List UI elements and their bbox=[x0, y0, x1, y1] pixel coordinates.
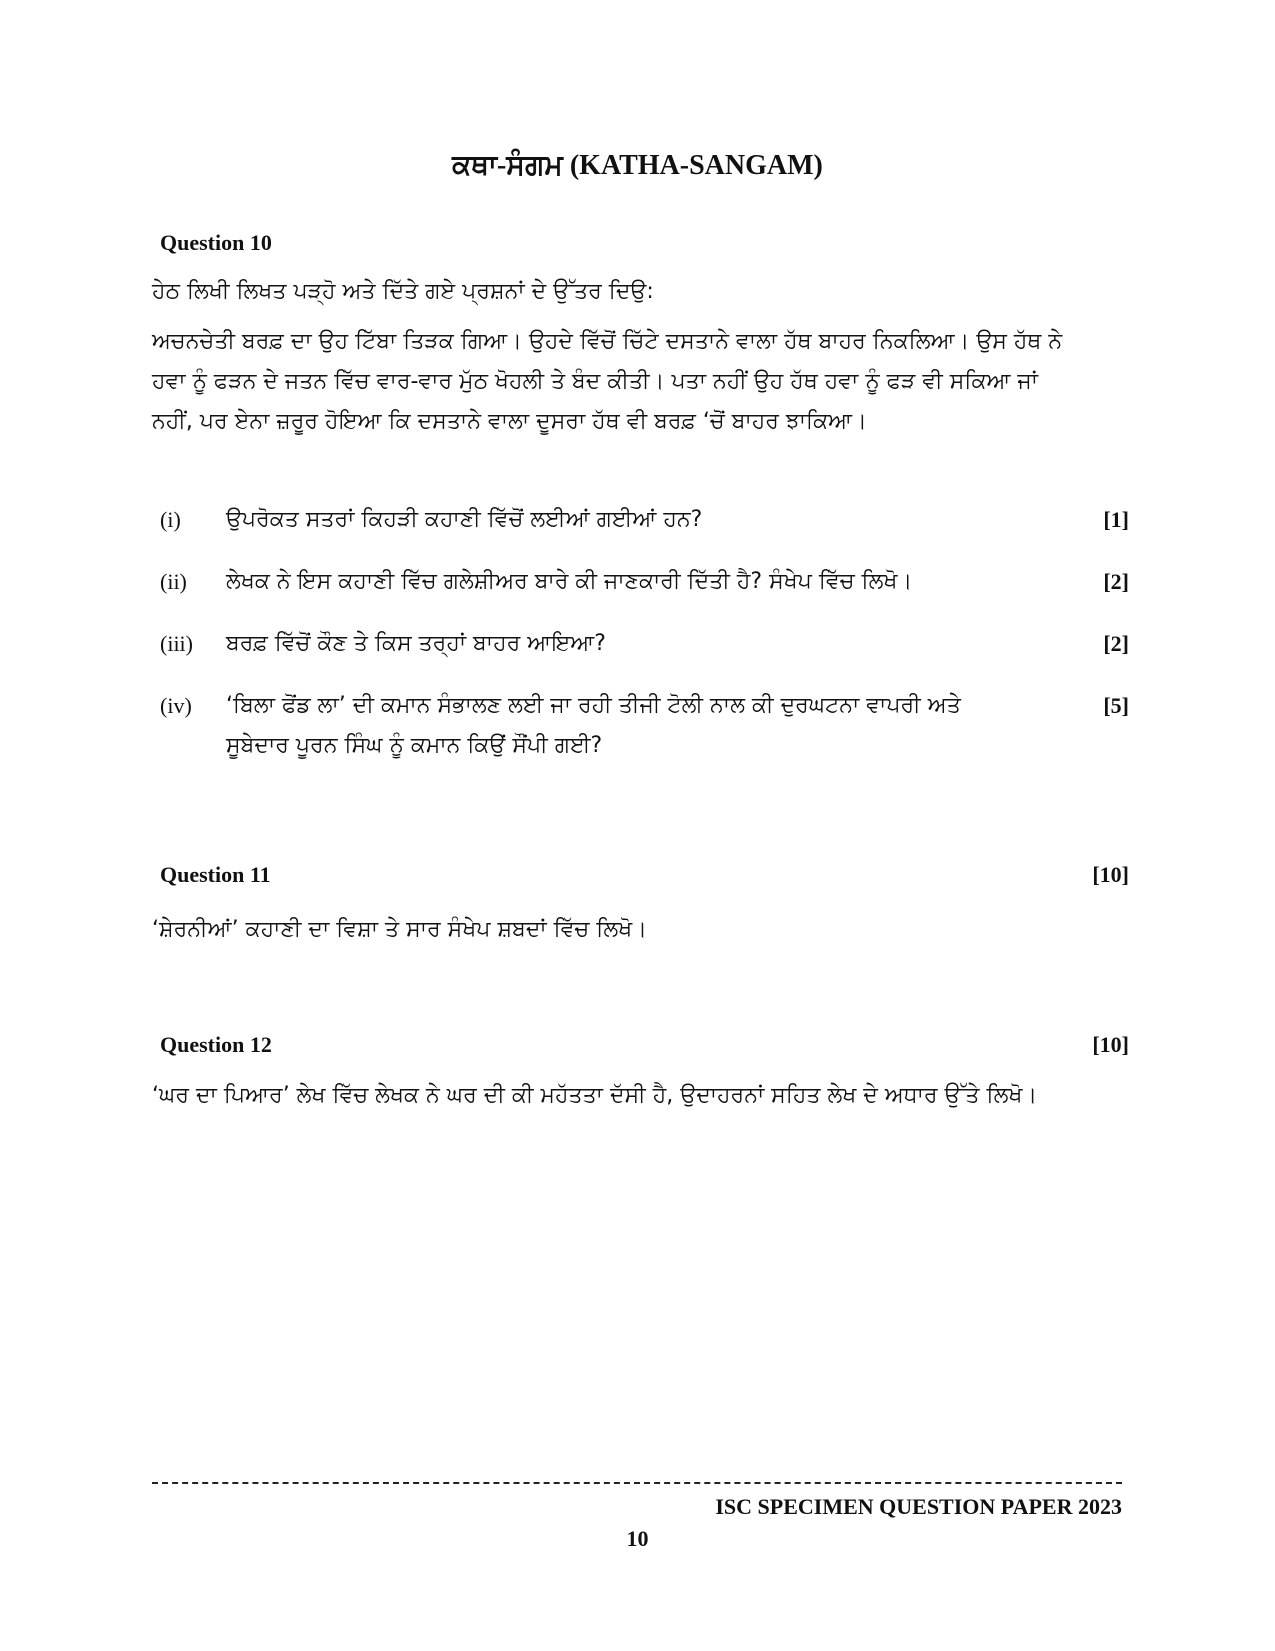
question-11-marks: [10] bbox=[1092, 862, 1129, 887]
sub-marks: [2] bbox=[1103, 569, 1129, 594]
question-12-text: ‘ਘਰ ਦਾ ਪਿਆਰ’ ਲੇਖ ਵਿੱਚ ਲੇਖਕ ਨੇ ਘਰ ਦੀ ਕੀ ਮਹੱਤਤਾ ਦੱਸੀ ਹੈ, ਉਦਾਹਰਨਾਂ ਸਹਿਤ ਲੇਖ ਦੇ ਅਧਾਰ ਉੱਤੇ ਲਿਖੋ। bbox=[152, 1083, 1038, 1108]
sub-text: ਉਪਰੋਕਤ ਸਤਰਾਂ ਕਿਹੜੀ ਕਹਾਣੀ ਵਿੱਚੋਂ ਲਈਆਂ ਗਈਆਂ ਹਨ? bbox=[226, 507, 703, 532]
sub-number: (iii) bbox=[160, 631, 193, 656]
question-11-heading bbox=[160, 862, 1129, 888]
question-12-heading bbox=[160, 1032, 1129, 1058]
sub-number: (ii) bbox=[160, 569, 187, 594]
sub-text: ‘ਬਿਲਾ ਫੋਂਡ ਲਾ’ ਦੀ ਕਮਾਨ ਸੰਭਾਲਣ ਲਈ ਜਾ ਰਹੀ ਤੀਜੀ ਟੋਲੀ ਨਾਲ ਕੀ ਦੁਰਘਟਨਾ ਵਾਪਰੀ ਅਤੇ ਸੂਬੇਦਾਰ ਪੂਰਨ ਸਿੰਘ ਨੂੰ ਕਮਾਨ ਕਿਉਂ ਸੌਂਪੀ ਗਈ? bbox=[226, 693, 961, 758]
question-10-label: Question 10 bbox=[160, 230, 272, 255]
sub-number: (i) bbox=[160, 507, 181, 532]
sub-text: ਲੇਖਕ ਨੇ ਇਸ ਕਹਾਣੀ ਵਿੱਚ ਗਲੇਸ਼ੀਅਰ ਬਾਰੇ ਕੀ ਜਾਣਕਾਰੀ ਦਿੱਤੀ ਹੈ? ਸੰਖੇਪ ਵਿੱਚ ਲਿਖੋ। bbox=[226, 569, 913, 594]
sub-number: (iv) bbox=[160, 693, 192, 718]
question-10-passage: ਅਚਨਚੇਤੀ ਬਰਫ਼ ਦਾ ਉਹ ਟਿੱਬਾ ਤਿੜਕ ਗਿਆ। ਉਹਦੇ ਵਿੱਚੋਂ ਚਿੱਟੇ ਦਸਤਾਨੇ ਵਾਲਾ ਹੱਥ ਬਾਹਰ ਨਿਕਲਿਆ। ਉਸ ਹੱਥ ਨੇ ਹਵਾ ਨੂੰ ਫੜਨ ਦੇ ਜਤਨ ਵਿੱਚ ਵਾਰ-ਵਾਰ ਮੁੱਠ ਖੋਹਲੀ ਤੇ ਬੰਦ ਕੀਤੀ। ਪਤਾ ਨਹੀਂ ਉਹ ਹੱਥ ਹਵਾ ਨੂੰ ਫੜ ਵੀ ਸਕਿਆ ਜਾਂ ਨਹੀਂ, ਪਰ ਏਨਾ ਜ਼ਰੂਰ ਹੋਇਆ ਕਿ ਦਸਤਾਨੇ ਵਾਲਾ ਦੂਸਰਾ ਹੱਥ ਵੀ ਬਰਫ਼ ‘ਚੋਂ ਬਾਹਰ ਝਾਕਿਆ। bbox=[152, 329, 1063, 434]
footer-paper-title: ISC SPECIMEN QUESTION PAPER 2023 bbox=[715, 1494, 1122, 1519]
question-10-heading bbox=[160, 230, 1129, 256]
sub-marks: [5] bbox=[1103, 693, 1129, 718]
question-11-text: ‘ਸ਼ੇਰਨੀਆਂ’ ਕਹਾਣੀ ਦਾ ਵਿਸ਼ਾ ਤੇ ਸਾਰ ਸੰਖੇਪ ਸ਼ਬਦਾਂ ਵਿੱਚ ਲਿਖੋ। bbox=[152, 917, 648, 942]
footer-divider bbox=[152, 1482, 1122, 1484]
sub-text: ਬਰਫ਼ ਵਿੱਚੋਂ ਕੌਣ ਤੇ ਕਿਸ ਤਰ੍ਹਾਂ ਬਾਹਰ ਆਇਆ? bbox=[226, 631, 606, 656]
question-10-instruction: ਹੇਠ ਲਿਖੀ ਲਿਖਤ ਪੜ੍ਹੋ ਅਤੇ ਦਿੱਤੇ ਗਏ ਪ੍ਰਸ਼ਨਾਂ ਦੇ ਉੱਤਰ ਦਿਉ: bbox=[152, 279, 654, 304]
question-12-marks: [10] bbox=[1092, 1032, 1129, 1057]
question-11-label: Question 11 bbox=[160, 862, 271, 887]
section-title: ਕਥਾ-ਸੰਗਮ (KATHA-SANGAM) bbox=[452, 150, 823, 181]
sub-marks: [1] bbox=[1103, 507, 1129, 532]
page-number: 10 bbox=[626, 1526, 649, 1551]
sub-marks: [2] bbox=[1103, 631, 1129, 656]
question-12-label: Question 12 bbox=[160, 1032, 272, 1057]
